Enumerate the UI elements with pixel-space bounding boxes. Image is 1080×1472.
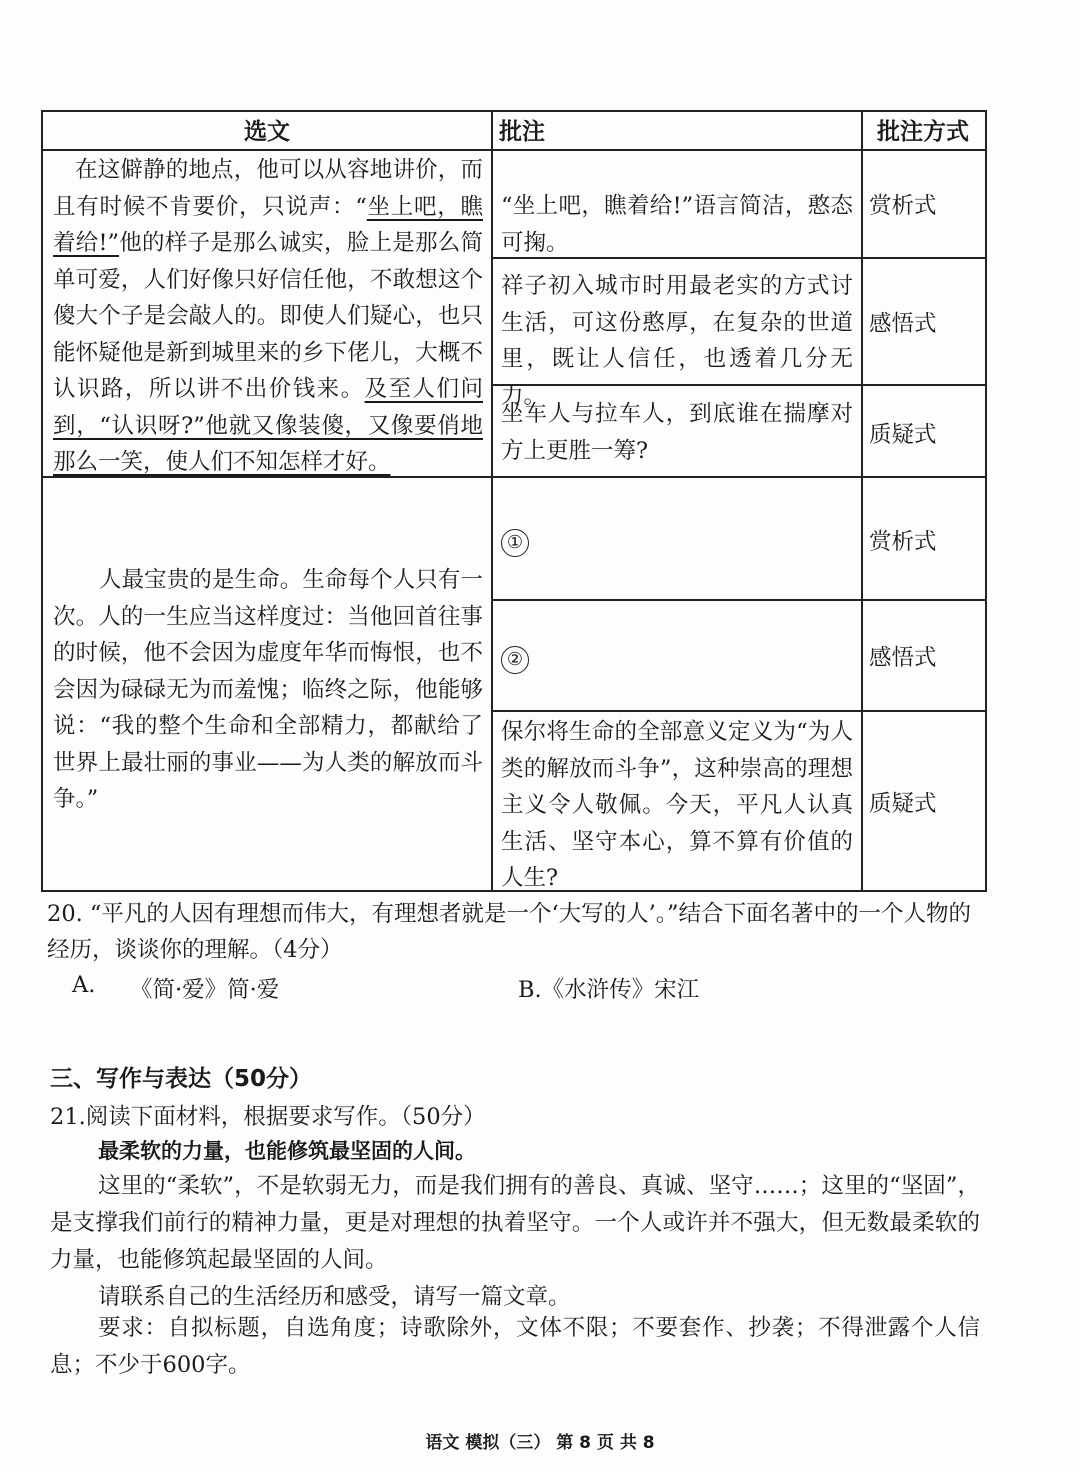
passage-steel-tempered: 人最宝贵的是生命。生命每个人只有一次。人的一生应当这样度过：当他回首往事的时候，他不会因为虚度年华而悔恨，也不会因为碌碌无为而羞愧；临终之际，他能够说：“我的整个生命和全部精力，都献给了世界上最壮丽的事业——为人类的解放而斗争。”	[53, 567, 483, 812]
answer-blank-1	[501, 529, 853, 557]
circled-number-2: ②	[501, 646, 529, 674]
passage-text: 在这僻静的地点，他可以从容地讲价，而且有时候不肯要价，只说声：“	[53, 157, 483, 220]
question-21: 21.阅读下面材料，根据要求写作。（50分）	[50, 1104, 486, 1130]
annotation-text: “坐上吧，瞧着给!”语言简洁，憨态可掬。	[501, 193, 853, 256]
underlined-quote: 坐上吧，瞧着给!”	[53, 193, 483, 256]
annotation-mode: 感悟式	[869, 645, 937, 671]
option-a-letter: A.	[72, 972, 96, 998]
prompt-material: 这里的“柔软”，不是软弱无力，而是我们拥有的善良、真诚、坚守……；这里的“坚固”，是支撑我们前行的精神力量，更是对理想的执着坚守。一个人或许并不强大，但无数最柔软的力量，也能修筑起最坚固的人间。	[50, 1173, 980, 1273]
question-20: 20. “平凡的人因有理想而伟大，有理想者就是一个‘大写的人’。”结合下面名著中的一个人物的经历，谈谈你的理解。（4分）	[47, 901, 971, 963]
passage-camel-xiangzi	[53, 152, 483, 481]
annotation-text: 坐车人与拉车人，到底谁在揣摩对方上更胜一筹?	[501, 401, 853, 464]
option-a: 《简·爱》简·爱	[130, 977, 280, 1003]
page-footer: 语文 模拟（三） 第 8 页 共 8	[425, 1433, 655, 1453]
note-divider-4	[491, 710, 985, 712]
option-b: B.《水浒传》宋江	[518, 977, 700, 1003]
answer-blank-2	[501, 646, 853, 674]
circled-number-1: ①	[501, 529, 529, 557]
annotation-mode: 质疑式	[869, 422, 937, 448]
annotation-text: 祥子初入城市时用最老实的方式讨生活，可这份憨厚，在复杂的世道里，既让人信任，也透着几分无力。	[501, 273, 853, 409]
annotation-table	[41, 110, 987, 892]
prompt-instruction: 请联系自己的生活经历和感受，请写一篇文章。	[98, 1284, 571, 1310]
annotation-mode: 感悟式	[869, 311, 937, 337]
column-divider-2	[861, 112, 863, 890]
annotation-text: 保尔将生命的全部意义定义为“为人类的解放而斗争”，这种崇高的理想主义令人敬佩。今天，平凡人认真生活、坚守本心，算不算有价值的人生?	[501, 719, 853, 891]
section-title: 三、写作与表达（50分）	[50, 1066, 313, 1092]
passage-text: 他的样子是那么诚实，脸上是那么简单可爱，人们好像只好信任他，不敢想这个傻大个子是会敲人的。即使人们疑心，也只能怀疑他是新到城里来的乡下佬儿，大概不认识路，所以讲不出价钱来。	[53, 230, 483, 402]
header-passage: 选文	[244, 119, 290, 145]
header-annotation: 批注	[499, 119, 545, 145]
note-divider-3	[491, 599, 985, 601]
prompt-requirements: 要求：自拟标题，自选角度；诗歌除外，文体不限；不要套作、抄袭；不得泄露个人信息；不少于600字。	[50, 1315, 980, 1378]
annotation-mode: 赏析式	[869, 529, 937, 555]
underlined-sentence: 及至人们问到，“认识呀?”他就又像装傻，又像要俏地那么一笑，使人们不知怎样才好。	[53, 376, 483, 475]
header-divider	[43, 149, 985, 151]
column-divider-1	[491, 112, 493, 890]
prompt-lead: 最柔软的力量，也能修筑最坚固的人间。	[98, 1139, 476, 1163]
annotation-mode: 赏析式	[869, 193, 937, 219]
annotation-mode: 质疑式	[869, 791, 937, 817]
header-annotation-mode: 批注方式	[877, 119, 969, 145]
